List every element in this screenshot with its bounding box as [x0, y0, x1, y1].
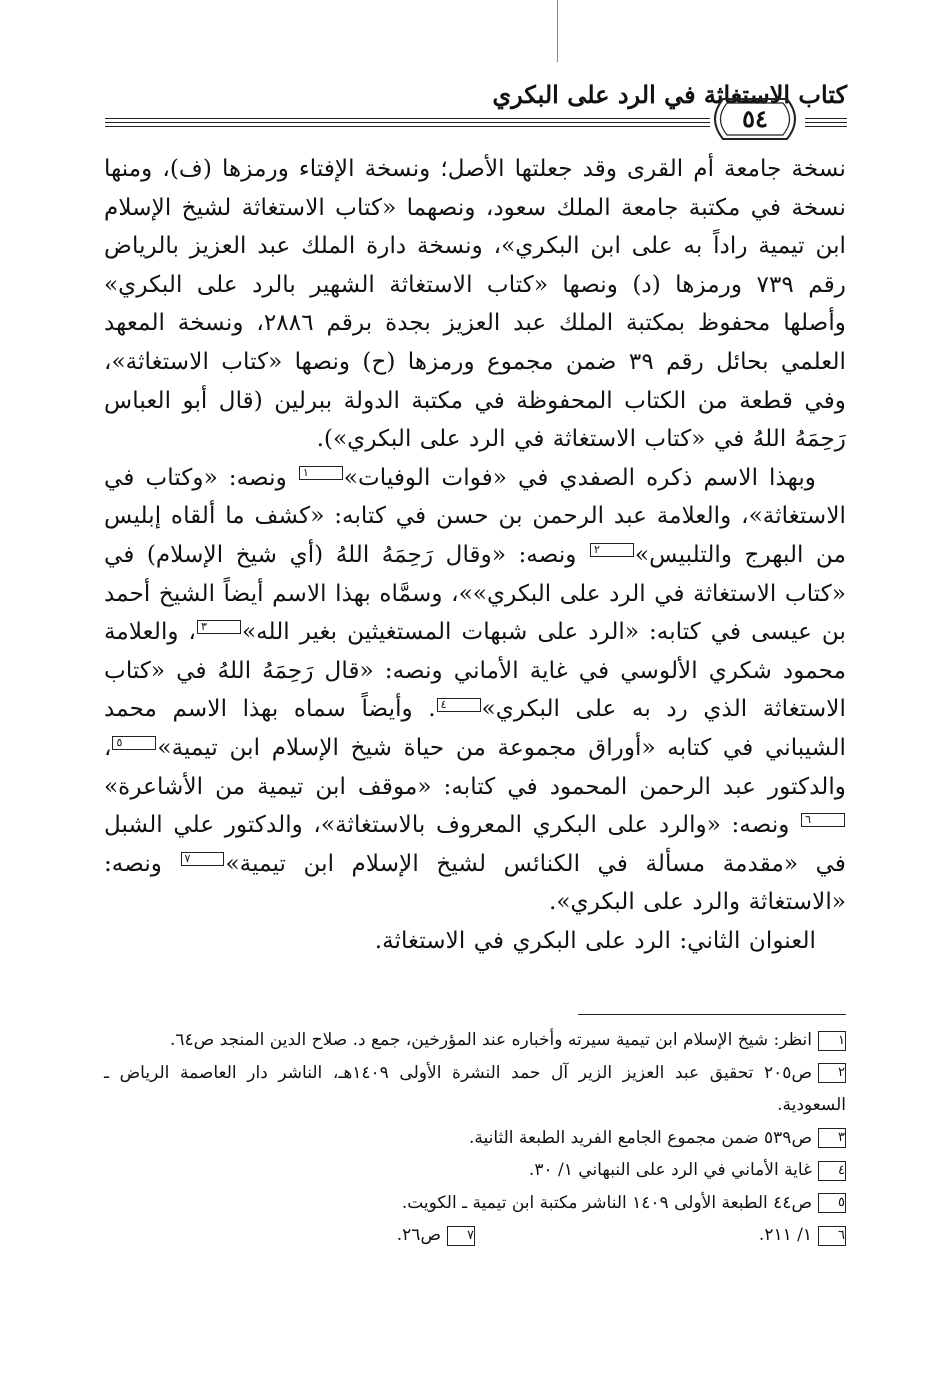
paragraph	[104, 150, 846, 459]
footnote	[104, 1154, 846, 1187]
footnote-text: ص٢٦.	[396, 1225, 441, 1245]
page-edge-line	[557, 0, 558, 62]
running-header	[105, 78, 847, 136]
running-title: كتاب الاستغاثة في الرد على البكري	[492, 80, 847, 109]
footnote-marker[interactable]: ٣	[197, 620, 241, 634]
footnote-number: ٤	[818, 1161, 846, 1181]
footnote-text: انظر: شيخ الإسلام ابن تيمية سيرته وأخباره عند المؤرخين، جمع د. صلاح الدين المنجد ص٦٤.	[169, 1030, 812, 1050]
header-rule	[105, 122, 710, 123]
footnote-row	[104, 1219, 846, 1252]
footnote	[104, 1024, 846, 1057]
text-run: . وأيضاً سماه بهذا الاسم محمد الشيباني في كتابه «أوراق مجموعة من حياة شيخ الإسلام ابن تيمية»	[104, 695, 846, 761]
header-rule	[805, 118, 847, 119]
footnote-number: ٢	[818, 1063, 846, 1083]
footnote-marker[interactable]: ٥	[112, 736, 156, 750]
paragraph-text: نسخة جامعة أم القرى وقد جعلتها الأصل؛ ونسخة الإفتاء ورمزها (ف)، ومنها نسخة في مكتبة جامعة الملك سعود، ونصهما «كتاب الاستغاثة لشيخ الإسلام ابن تيمية راداً به على ابن البكري»، ونسخة دارة الملك عبد العزيز بالرياض رقم ٧٣٩ ورمزها (د) ونصها «كتاب الاستغاثة الشهير بالرد على البكري» وأصلها محفوظ بمكتبة الملك عبد العزيز بجدة برقم ٢٨٨٦، ونسخة المعهد العلمي بحائل رقم ٣٩ ضمن مجموع ورمزها (ح) ونصها «كتاب الاستغاثة»، وفي قطعة من الكتاب المحفوظة في مكتبة الدولة ببرلين (قال أبو العباس رَحِمَهُ اللهُ في «كتاب الاستغاثة في الرد على البكري»).	[104, 155, 847, 453]
footnote-marker[interactable]: ٤	[437, 698, 481, 712]
footnote-separator	[578, 1014, 846, 1015]
footnote	[104, 1219, 475, 1252]
footnote-number: ٧	[447, 1226, 475, 1246]
header-rule	[105, 118, 710, 119]
text-run: وبهذا الاسم ذكره الصفدي في «فوات الوفيات»	[343, 463, 816, 491]
footnote-text: ص٥٣٩ ضمن مجموع الجامع الفريد الطبعة الثانية.	[468, 1127, 812, 1148]
footnote	[104, 1187, 846, 1220]
footnote-number: ٥	[818, 1193, 846, 1213]
footnote-number: ٣	[818, 1128, 846, 1148]
footnote-number: ١	[818, 1031, 846, 1051]
footnote	[475, 1219, 846, 1252]
text-run: ، والعلامة محمود شكري الألوسي في غاية الأماني ونصه: «قال رَحِمَهُ اللهُ في «كتاب الاستغاثة الذي رد به على البكري»	[104, 618, 846, 723]
text-run: ، والدكتور عبد الرحمن المحمود في كتابه: «موقف ابن تيمية من الأشاعرة»	[104, 733, 846, 800]
footnote-text: ص٤٤ الطبعة الأولى ١٤٠٩ الناشر مكتبة ابن تيمية ـ الكويت.	[401, 1192, 812, 1213]
header-rule	[805, 126, 847, 127]
footnote-text: ص٢٠٥ تحقيق عبد العزيز الزير آل حمد النشرة الأولى ١٤٠٩هـ، الناشر دار العاصمة الرياض ـ السعودية.	[104, 1062, 846, 1115]
footnote	[104, 1057, 846, 1122]
text-run: ونصه: «الاستغاثة والرد على البكري».	[104, 849, 846, 916]
text-run: ونصه: «والرد على البكري المعروف بالاستغاثة»، والدكتور علي الشبل في «مقدمة مسألة في الكنائس لشيخ الإسلام ابن تيمية»	[104, 811, 846, 877]
footnote-marker[interactable]: ٦	[801, 813, 845, 827]
footnote-marker[interactable]: ٢	[590, 543, 634, 557]
paragraph	[104, 459, 846, 922]
footnote-text: ١/ ٢١١.	[758, 1225, 812, 1245]
page-number: ٥٤	[742, 104, 768, 133]
section-heading	[104, 922, 846, 961]
heading-text: العنوان الثاني: الرد على البكري في الاستغاثة.	[374, 926, 816, 954]
footnote	[104, 1122, 846, 1155]
main-text	[104, 150, 846, 960]
footnote-text: غاية الأماني في الرد على النبهاني ١/ ٣٠.	[528, 1160, 812, 1180]
text-run: ونصه: «وقال رَحِمَهُ اللهُ (أي شيخ الإسلام) في «كتاب الاستغاثة في الرد على البكري»»، وسمَّاه بهذا الاسم أيضاً الشيخ أحمد بن عيسى في كتابه: «الرد على شبهات المستغيثين بغير الله»	[104, 540, 846, 646]
footnote-marker[interactable]: ٧	[181, 852, 225, 866]
page-number-frame	[705, 96, 805, 142]
header-rule	[805, 122, 847, 123]
footnote-number: ٦	[818, 1226, 846, 1246]
footnotes	[104, 1024, 846, 1252]
footnote-marker[interactable]: ١	[299, 466, 343, 480]
header-rule	[105, 126, 710, 127]
text-run: ونصه: «وكتاب في الاستغاثة»، والعلامة عبد الرحمن بن حسن في كتابه: «كشف ما ألقاه إبليس من البهرج والتلبيس»	[104, 463, 847, 568]
